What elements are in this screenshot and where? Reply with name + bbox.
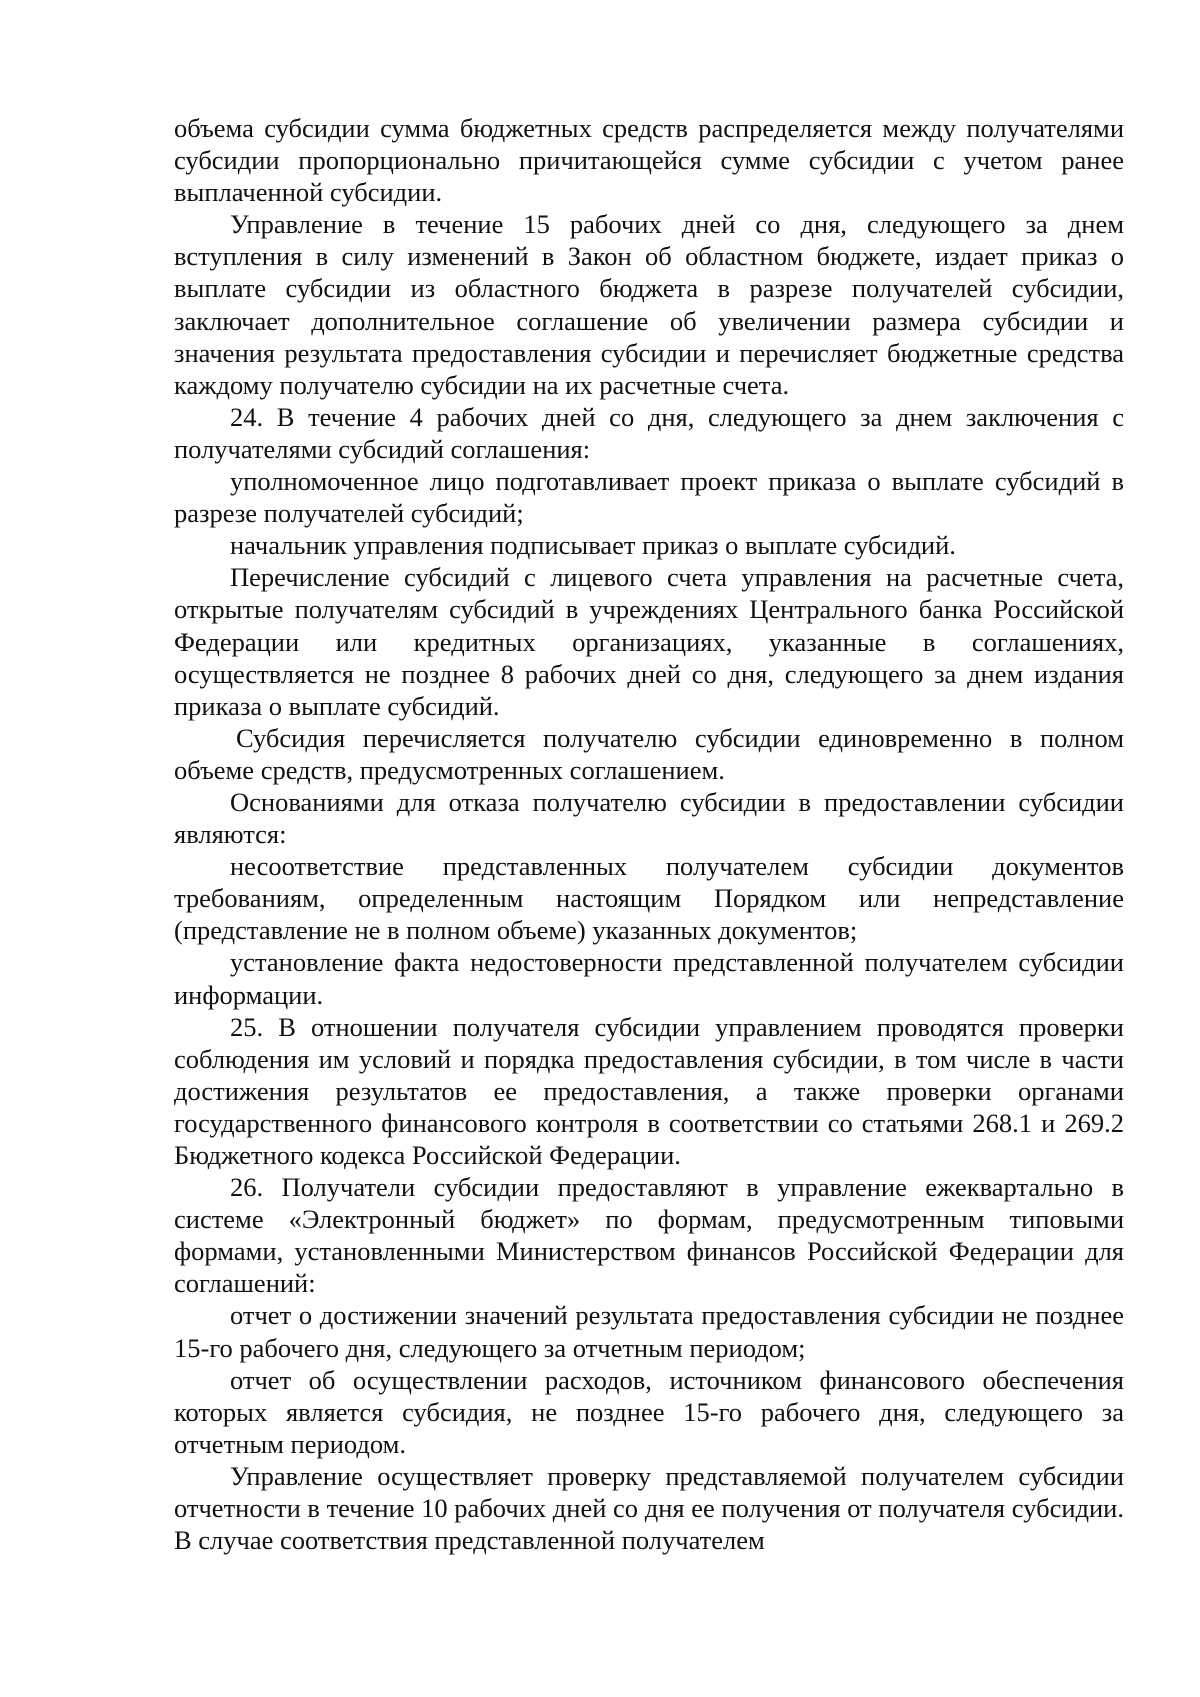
paragraph-department-order: Управление в течение 15 рабочих дней со дня, следующего за днем вступления в силу изменений в Закон об областном бюджете, издает приказ о выплате субсидии из областного бюджета в разрезе получателей субсидии, заключает дополнительное соглашение об увеличении размера субсидии и значения результата предоставления субсидии и перечисляет бюджетные средства каждому получателю субсидии на их расчетные счета. — [174, 209, 1124, 400]
paragraph-item-25: 25. В отношении получателя субсидии управлением проводятся проверки соблюдения им условий и порядка предоставления субсидии, в том числе в части достижения результатов ее предоставления, а также проверки органами государственного финансового контроля в соответствии со статьями 268.1 и 269.2 Бюджетного кодекса Российской Федерации. — [174, 1011, 1124, 1170]
paragraph-result-report: отчет о достижении значений результата предоставления субсидии не позднее 15-го рабочего дня, следующего за отчетным периодом; — [174, 1300, 1124, 1363]
document-page — [174, 112, 1124, 1556]
paragraph-continuation: объема субсидии сумма бюджетных средств распределяется между получателями субсидии пропорционально причитающейся сумме субсидии с учетом ранее выплаченной субсидии. — [174, 113, 1124, 208]
paragraph-item-24: 24. В течение 4 рабочих дней со дня, следующего за днем заключения с получателями субсидий соглашения: — [174, 401, 1124, 464]
paragraph-report-check: Управление осуществляет проверку представляемой получателем субсидии отчетности в течение 10 рабочих дней со дня ее получения от получателя субсидии. В случае соответствия представленной получателем — [174, 1460, 1124, 1556]
paragraph-refusal-grounds: Основаниями для отказа получателю субсидии в предоставлении субсидии являются: — [174, 786, 1124, 850]
paragraph-false-info: установление факта недостоверности представленной получателем субсидии информации. — [174, 947, 1124, 1010]
paragraph-authorized-person: уполномоченное лицо подготавливает проект приказа о выплате субсидий в разрезе получателей субсидий; — [174, 466, 1124, 529]
paragraph-one-time-transfer: Субсидия перечисляется получателю субсидии единовременно в полном объеме средств, предусмотренных соглашением. — [174, 722, 1124, 785]
paragraph-head-signs: начальник управления подписывает приказ о выплате субсидий. — [230, 530, 956, 561]
paragraph-non-compliance: несоответствие представленных получателем субсидии документов требованиям, определенным настоящим Порядком или непредставление (представление не в полном объеме) указанных документов; — [174, 851, 1124, 946]
paragraph-item-26: 26. Получатели субсидии предоставляют в управление ежеквартально в системе «Электронный бюджет» по формам, предусмотренным типовыми формами, установленными Министерством финансов Российской Федерации для соглашений: — [174, 1172, 1124, 1299]
paragraph-transfer: Перечисление субсидий с лицевого счета управления на расчетные счета, открытые получателям субсидий в учреждениях Центрального банка Российской Федерации или кредитных организациях, указанные в соглашениях, осуществляется не позднее 8 рабочих дней со дня, следующего за днем издания приказа о выплате субсидий. — [174, 562, 1124, 721]
paragraph-expense-report: отчет об осуществлении расходов, источником финансового обеспечения которых является субсидия, не позднее 15-го рабочего дня, следующего за отчетным периодом. — [174, 1364, 1124, 1459]
